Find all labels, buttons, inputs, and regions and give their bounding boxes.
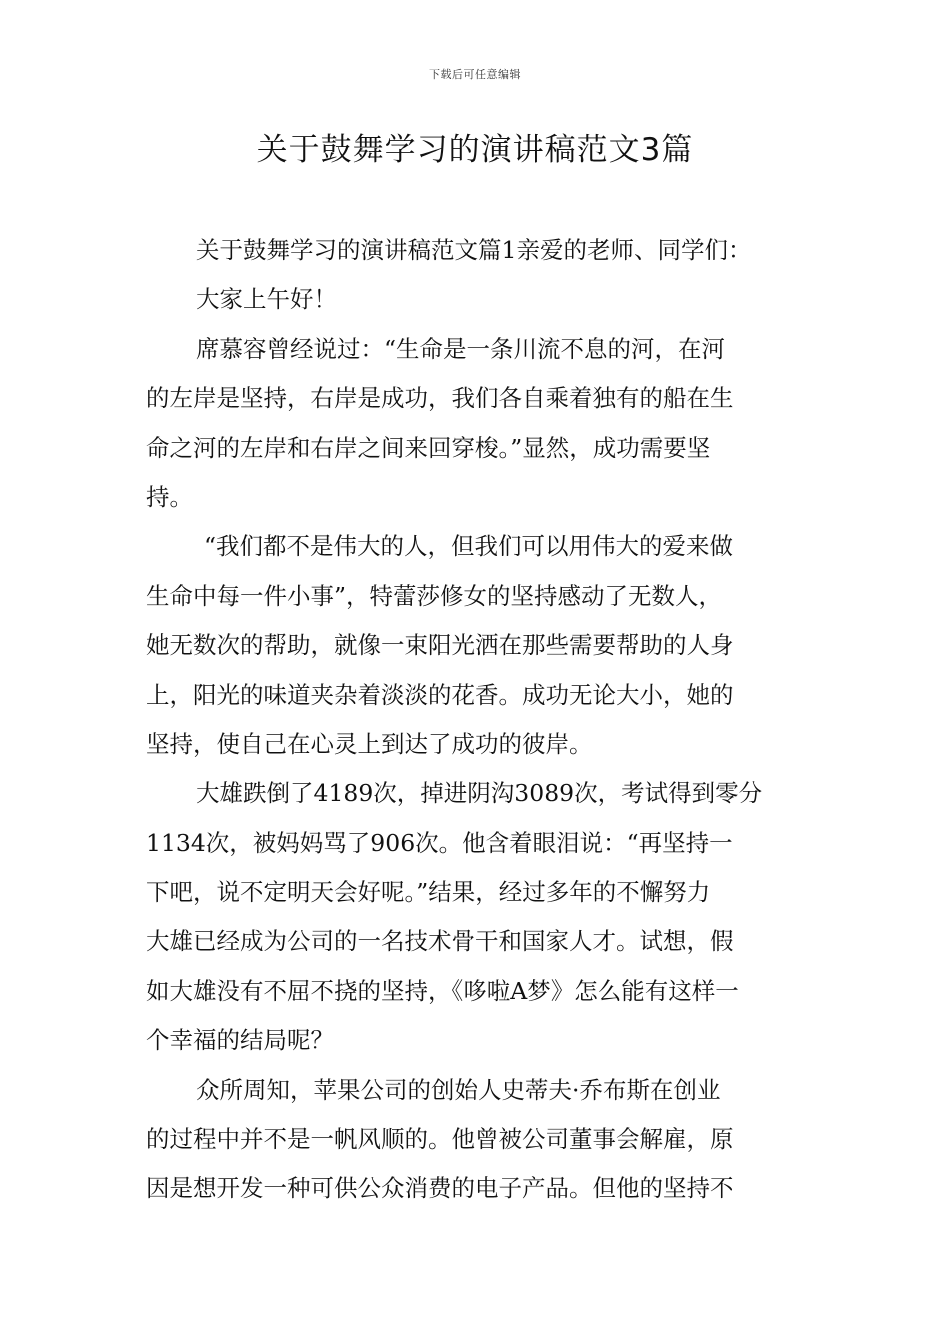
paragraph-mother-teresa — [146, 522, 810, 769]
paragraph-quote-xi-murong — [146, 325, 810, 523]
text-line: 生命中每一件小事”，特蕾莎修女的坚持感动了无数人， — [146, 581, 723, 610]
text-line: 的左岸是坚持，右岸是成功，我们各自乘着独有的船在生 — [146, 384, 734, 413]
paragraph-nobita — [146, 769, 810, 1065]
text-line: 众所周知，苹果公司的创始人史蒂夫·乔布斯在创业 — [196, 1075, 721, 1104]
text-line: 的过程中并不是一帆风顺的。他曾被公司董事会解雇，原 — [146, 1125, 734, 1154]
document-body — [146, 226, 810, 1214]
text-line: 如大雄没有不屈不挠的坚持，《哆啦A梦》怎么能有这样一 — [146, 976, 739, 1005]
paragraph-greeting — [146, 275, 810, 324]
text-line: 因是想开发一种可供公众消费的电子产品。但他的坚持不 — [146, 1174, 734, 1203]
text-line: 个幸福的结局呢？ — [146, 1026, 334, 1055]
paragraph-intro — [146, 226, 810, 275]
header-note: 下载后可任意编辑 — [429, 68, 521, 81]
text-line: 坚持，使自己在心灵上到达了成功的彼岸。 — [146, 729, 593, 758]
text-line: 下吧，说不定明天会好呢。”结果，经过多年的不懈努力 — [146, 878, 711, 907]
document-title: 关于鼓舞学习的演讲稿范文3篇 — [256, 132, 694, 168]
text-line: 大雄跌倒了4189次，掉进阴沟3089次，考试得到零分 — [196, 779, 763, 808]
text-line: 大家上午好！ — [196, 285, 337, 314]
text-line: 上，阳光的味道夹杂着淡淡的花香。成功无论大小，她的 — [146, 680, 734, 709]
text-line: 她无数次的帮助，就像一束阳光洒在那些需要帮助的人身 — [146, 631, 734, 660]
text-line: 大雄已经成为公司的一名技术骨干和国家人才。试想，假 — [146, 927, 734, 956]
paragraph-steve-jobs — [146, 1066, 810, 1214]
text-line: “我们都不是伟大的人，但我们可以用伟大的爱来做 — [204, 532, 734, 561]
text-line: 持。 — [146, 482, 193, 511]
text-line: 1134次，被妈妈骂了906次。他含着眼泪说：“再坚持一 — [146, 828, 733, 857]
text-line: 席慕容曾经说过：“生命是一条川流不息的河，在河 — [196, 334, 726, 363]
text-line: 命之河的左岸和右岸之间来回穿梭。”显然，成功需要坚 — [146, 433, 711, 462]
text-line: 关于鼓舞学习的演讲稿范文篇1亲爱的老师、同学们： — [196, 236, 752, 264]
